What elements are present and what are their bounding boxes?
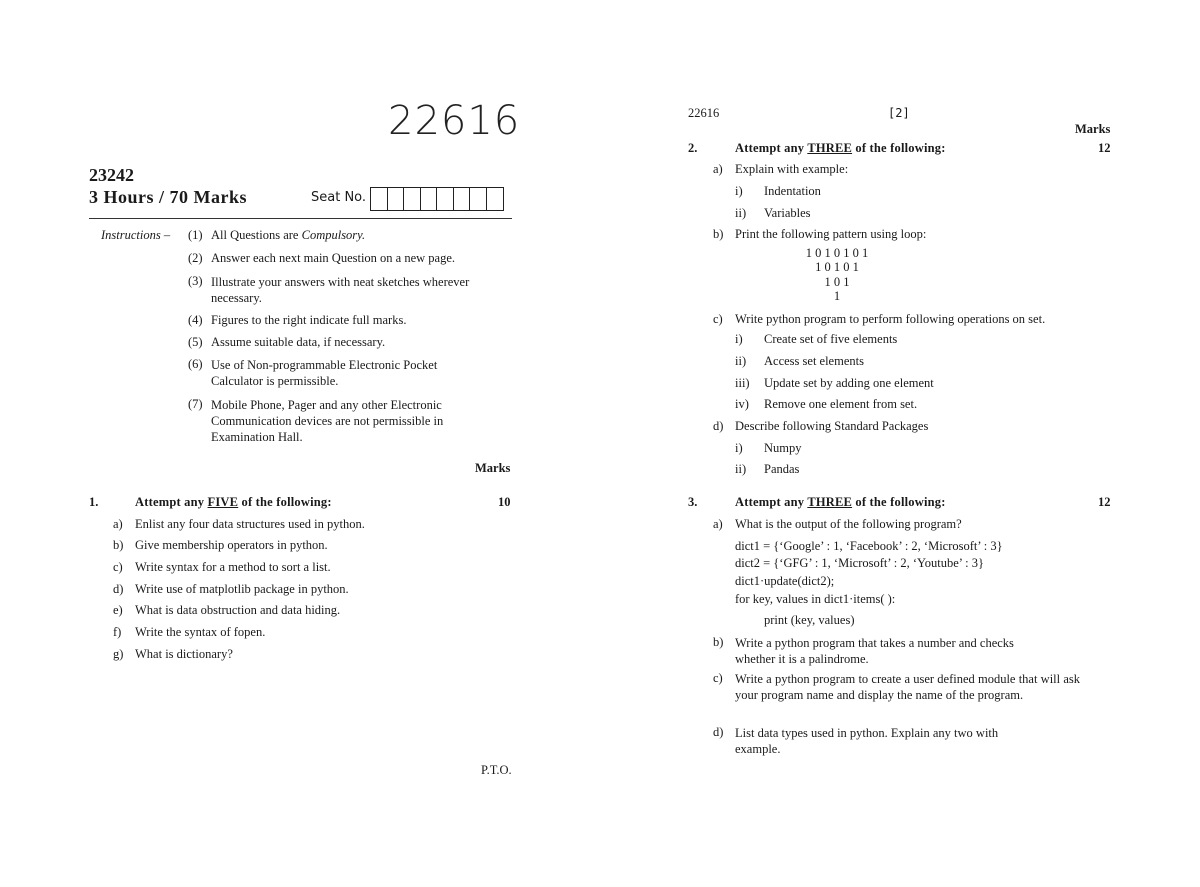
item-label: g) bbox=[113, 647, 124, 661]
page-number: [2] bbox=[888, 106, 910, 120]
sub-text: Create set of five elements bbox=[764, 332, 898, 346]
instruction-text: Assume suitable data, if necessary. bbox=[211, 335, 386, 349]
instruction-text bbox=[211, 228, 365, 243]
item-text: What is data obstruction and data hiding. bbox=[135, 603, 341, 617]
duration-marks: 3 Hours / 70 Marks bbox=[89, 187, 248, 207]
subject-code: 23242 bbox=[89, 165, 134, 185]
header-code: 22616 bbox=[688, 106, 720, 120]
code-line: print (key, values) bbox=[764, 613, 855, 627]
heading-part: Attempt any bbox=[735, 495, 808, 509]
seat-cell[interactable] bbox=[437, 188, 454, 210]
item-label: d) bbox=[713, 725, 724, 739]
sub-label: i) bbox=[735, 332, 743, 346]
question-number: 3. bbox=[688, 495, 698, 509]
seat-cell[interactable] bbox=[404, 188, 421, 210]
paper-code: 22616 bbox=[388, 98, 521, 144]
heading-underline: FIVE bbox=[207, 495, 239, 509]
instruction-text: Illustrate your answers with neat sketches wherever necessary. bbox=[211, 275, 470, 305]
instruction-text: Use of Non-programmable Electronic Pocket Calculator is permissible. bbox=[211, 358, 438, 388]
item-label: b) bbox=[713, 635, 724, 649]
item-label: d) bbox=[713, 419, 724, 433]
item-text: Write the syntax of fopen. bbox=[135, 625, 266, 639]
question-number: 2. bbox=[688, 141, 698, 155]
question-heading bbox=[735, 141, 946, 156]
sub-text: Access set elements bbox=[764, 354, 864, 368]
question-marks: 12 bbox=[1098, 141, 1111, 155]
question-heading bbox=[135, 495, 332, 510]
sub-label: iv) bbox=[735, 397, 749, 411]
pattern-row: 1 0 1 0 1 0 1 bbox=[805, 246, 869, 260]
item-text: Describe following Standard Packages bbox=[735, 419, 929, 433]
item-label: f) bbox=[113, 625, 122, 639]
sub-label: ii) bbox=[735, 354, 747, 368]
sub-text: Pandas bbox=[764, 462, 800, 476]
item-text: Write a python program that takes a number and checks whether it is a palindrome. bbox=[735, 636, 1014, 666]
sub-label: ii) bbox=[735, 462, 747, 476]
item-label: b) bbox=[113, 538, 124, 552]
item-label: c) bbox=[113, 560, 123, 574]
code-line: dict1 = {‘Google’ : 1, ‘Facebook’ : 2, ‘Microsoft’ : 3} bbox=[735, 539, 1003, 553]
item-label: b) bbox=[713, 227, 724, 241]
code-line: for key, values in dict1·items( ): bbox=[735, 592, 896, 606]
code-line: dict2 = {‘GFG’ : 1, ‘Microsoft’ : 2, ‘Youtube’ : 3} bbox=[735, 556, 985, 570]
item-label: d) bbox=[113, 582, 124, 596]
heading-part: Attempt any bbox=[735, 141, 808, 155]
seat-cell[interactable] bbox=[371, 188, 388, 210]
item-text: Give membership operators in python. bbox=[135, 538, 328, 552]
instruction-number: (5) bbox=[188, 335, 203, 349]
seat-number-boxes[interactable] bbox=[370, 187, 504, 211]
marks-label: Marks bbox=[1075, 122, 1111, 136]
item-text: Explain with example: bbox=[735, 162, 849, 176]
seat-cell[interactable] bbox=[470, 188, 487, 210]
sub-text: Numpy bbox=[764, 441, 802, 455]
item-text: Print the following pattern using loop: bbox=[735, 227, 927, 241]
item-text: What is dictionary? bbox=[135, 647, 233, 661]
instruction-number: (4) bbox=[188, 313, 203, 327]
sub-text: Update set by adding one element bbox=[764, 376, 934, 390]
sub-label: ii) bbox=[735, 206, 747, 220]
code-line: dict1·update(dict2); bbox=[735, 574, 835, 588]
instruction-text-part: All Questions are bbox=[211, 228, 302, 242]
instruction-emphasis: Compulsory. bbox=[301, 228, 366, 242]
sub-label: i) bbox=[735, 441, 743, 455]
item-label: a) bbox=[113, 517, 123, 531]
heading-part: Attempt any bbox=[135, 495, 208, 509]
item-text: Enlist any four data structures used in python. bbox=[135, 517, 365, 531]
question-number: 1. bbox=[89, 495, 99, 509]
question-marks: 10 bbox=[498, 495, 511, 509]
seat-cell[interactable] bbox=[454, 188, 471, 210]
sub-text: Indentation bbox=[764, 184, 821, 198]
item-text: Write a python program to create a user defined module that will ask your program name and display the name of the program. bbox=[735, 672, 1080, 702]
instruction-text: Answer each next main Question on a new page. bbox=[211, 251, 456, 265]
question-marks: 12 bbox=[1098, 495, 1111, 509]
sub-label: iii) bbox=[735, 376, 750, 390]
instruction-text: Figures to the right indicate full marks. bbox=[211, 313, 407, 327]
instruction-number: (3) bbox=[188, 274, 203, 288]
instruction-number: (2) bbox=[188, 251, 203, 265]
instructions-label: Instructions – bbox=[101, 228, 171, 242]
instruction-text: Mobile Phone, Pager and any other Electronic Communication devices are not permissible in Examination Hall. bbox=[211, 398, 444, 444]
item-label: a) bbox=[713, 517, 723, 531]
heading-part: of the following: bbox=[852, 495, 946, 509]
item-label: e) bbox=[113, 603, 123, 617]
sub-text: Variables bbox=[764, 206, 811, 220]
pto-label: P.T.O. bbox=[481, 763, 512, 777]
item-text: List data types used in python. Explain any two with example. bbox=[735, 726, 999, 756]
seat-cell[interactable] bbox=[487, 188, 504, 210]
item-label: a) bbox=[713, 162, 723, 176]
seat-cell[interactable] bbox=[421, 188, 438, 210]
item-text: What is the output of the following program? bbox=[735, 517, 962, 531]
item-text: Write syntax for a method to sort a list. bbox=[135, 560, 331, 574]
pattern-row: 1 bbox=[833, 289, 841, 303]
sub-text: Remove one element from set. bbox=[764, 397, 918, 411]
heading-part: of the following: bbox=[238, 495, 332, 509]
item-label: c) bbox=[713, 671, 723, 685]
instruction-number: (7) bbox=[188, 397, 203, 411]
heading-part: of the following: bbox=[852, 141, 946, 155]
instruction-number: (1) bbox=[188, 228, 203, 242]
marks-label: Marks bbox=[475, 461, 511, 475]
heading-underline: THREE bbox=[807, 495, 853, 509]
question-heading bbox=[735, 495, 946, 510]
seat-label: Seat No. bbox=[311, 190, 367, 205]
pattern-row: 1 0 1 bbox=[824, 275, 850, 289]
header-divider bbox=[89, 218, 512, 219]
item-label: c) bbox=[713, 312, 723, 326]
pattern-row: 1 0 1 0 1 bbox=[815, 260, 859, 274]
item-text: Write python program to perform following operations on set. bbox=[735, 312, 1046, 326]
item-text: Write use of matplotlib package in python. bbox=[135, 582, 349, 596]
instruction-number: (6) bbox=[188, 357, 203, 371]
heading-underline: THREE bbox=[807, 141, 853, 155]
sub-label: i) bbox=[735, 184, 743, 198]
seat-cell[interactable] bbox=[388, 188, 405, 210]
